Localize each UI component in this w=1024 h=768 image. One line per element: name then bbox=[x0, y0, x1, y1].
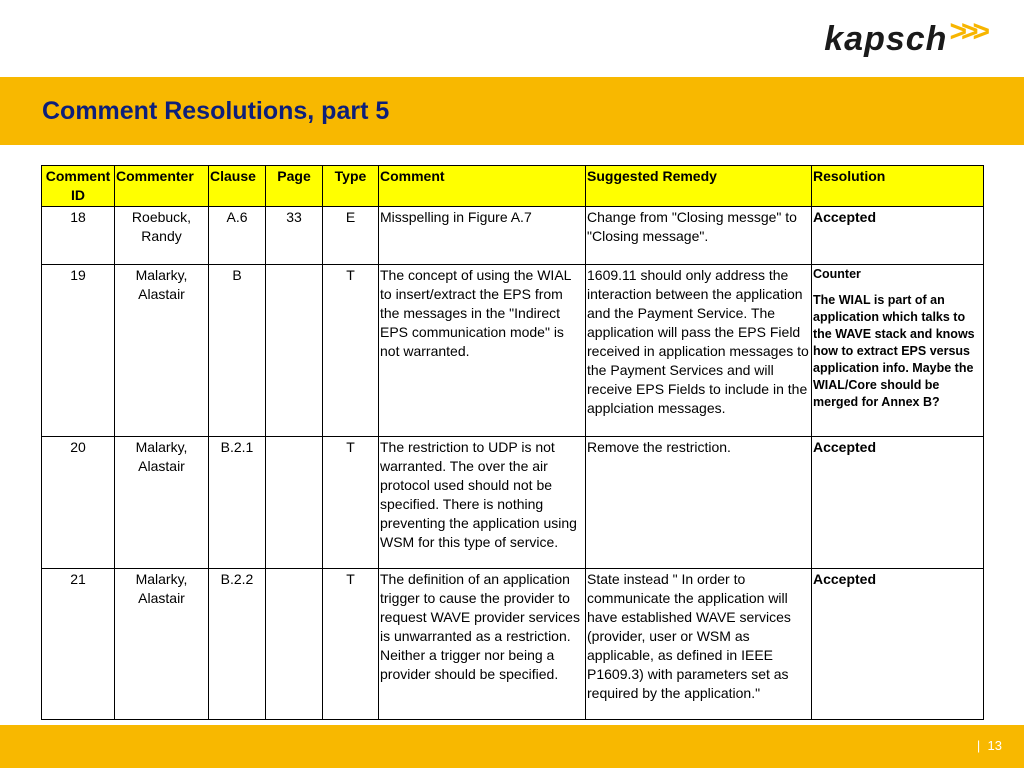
cell-type: T bbox=[323, 569, 379, 720]
cell-page bbox=[266, 569, 323, 720]
cell-comment-id: 21 bbox=[42, 569, 115, 720]
cell-commenter: Malarky, Alastair bbox=[115, 437, 209, 569]
comment-resolution-table bbox=[41, 165, 984, 720]
header-type: Type bbox=[323, 166, 379, 207]
cell-suggested-remedy: Change from "Closing messge" to "Closing message". bbox=[586, 207, 812, 265]
cell-commenter: Malarky, Alastair bbox=[115, 569, 209, 720]
page-number bbox=[977, 738, 1002, 753]
cell-type: E bbox=[323, 207, 379, 265]
cell-comment: The definition of an application trigger to cause the provider to request WAVE provider services is unwarranted as a restriction. Neither a trigger nor being a provider should be specified. bbox=[379, 569, 586, 720]
cell-comment-id: 20 bbox=[42, 437, 115, 569]
cell-type: T bbox=[323, 437, 379, 569]
cell-comment-id: 19 bbox=[42, 265, 115, 437]
cell-comment: The restriction to UDP is not warranted. The over the air protocol used should not be specified. There is nothing preventing the application using WSM for this type of service. bbox=[379, 437, 586, 569]
header-comment-id: Comment ID bbox=[42, 166, 115, 207]
cell-clause: A.6 bbox=[209, 207, 266, 265]
cell-commenter: Roebuck, Randy bbox=[115, 207, 209, 265]
cell-clause: B.2.2 bbox=[209, 569, 266, 720]
cell-clause: B.2.1 bbox=[209, 437, 266, 569]
title-band bbox=[0, 77, 1024, 145]
cell-resolution: Accepted bbox=[812, 437, 984, 569]
logo bbox=[824, 14, 984, 59]
table-row bbox=[42, 265, 984, 437]
cell-resolution: Accepted bbox=[812, 569, 984, 720]
logo-text: kapsch bbox=[824, 20, 948, 58]
cell-comment-id: 18 bbox=[42, 207, 115, 265]
header-commenter: Commenter bbox=[115, 166, 209, 207]
footer-page-number: 13 bbox=[987, 738, 1002, 753]
header-resolution: Resolution bbox=[812, 166, 984, 207]
cell-page bbox=[266, 437, 323, 569]
slide-title: Comment Resolutions, part 5 bbox=[42, 97, 390, 125]
cell-suggested-remedy: Remove the restriction. bbox=[586, 437, 812, 569]
header-page: Page bbox=[266, 166, 323, 207]
header-suggested-remedy: Suggested Remedy bbox=[586, 166, 812, 207]
cell-page bbox=[266, 265, 323, 437]
cell-page: 33 bbox=[266, 207, 323, 265]
header-clause: Clause bbox=[209, 166, 266, 207]
cell-comment: The concept of using the WIAL to insert/extract the EPS from the messages in the "Indirect EPS communication mode" is not warranted. bbox=[379, 265, 586, 437]
resolution-title: Counter bbox=[813, 267, 861, 281]
cell-comment: Misspelling in Figure A.7 bbox=[379, 207, 586, 265]
cell-type: T bbox=[323, 265, 379, 437]
cell-suggested-remedy: 1609.11 should only address the interaction between the application and the Payment Service. The application will pass the EPS Field received in application messages to the Payment Services and will receive EPS Fields to include in the applciation messages. bbox=[586, 265, 812, 437]
resolution-body: The WIAL is part of an application which talks to the WAVE stack and knows how to extract EPS versus application info. Maybe the WIAL/Core should be merged for Annex B? bbox=[813, 293, 975, 409]
table-header-row bbox=[42, 166, 984, 207]
cell-clause: B bbox=[209, 265, 266, 437]
header-comment: Comment bbox=[379, 166, 586, 207]
footer-separator: | bbox=[976, 738, 981, 753]
footer-band bbox=[0, 725, 1024, 768]
table-row bbox=[42, 569, 984, 720]
cell-resolution: Accepted bbox=[812, 207, 984, 265]
table-row bbox=[42, 437, 984, 569]
cell-resolution bbox=[812, 265, 984, 437]
table-row bbox=[42, 207, 984, 265]
cell-commenter: Malarky, Alastair bbox=[115, 265, 209, 437]
cell-suggested-remedy: State instead " In order to communicate the application will have established WAVE services (provider, user or WSM as applicable, as defined in IEEE P1609.3) with parameters set as required by the application." bbox=[586, 569, 812, 720]
logo-chevrons-icon: >>> bbox=[949, 14, 984, 48]
